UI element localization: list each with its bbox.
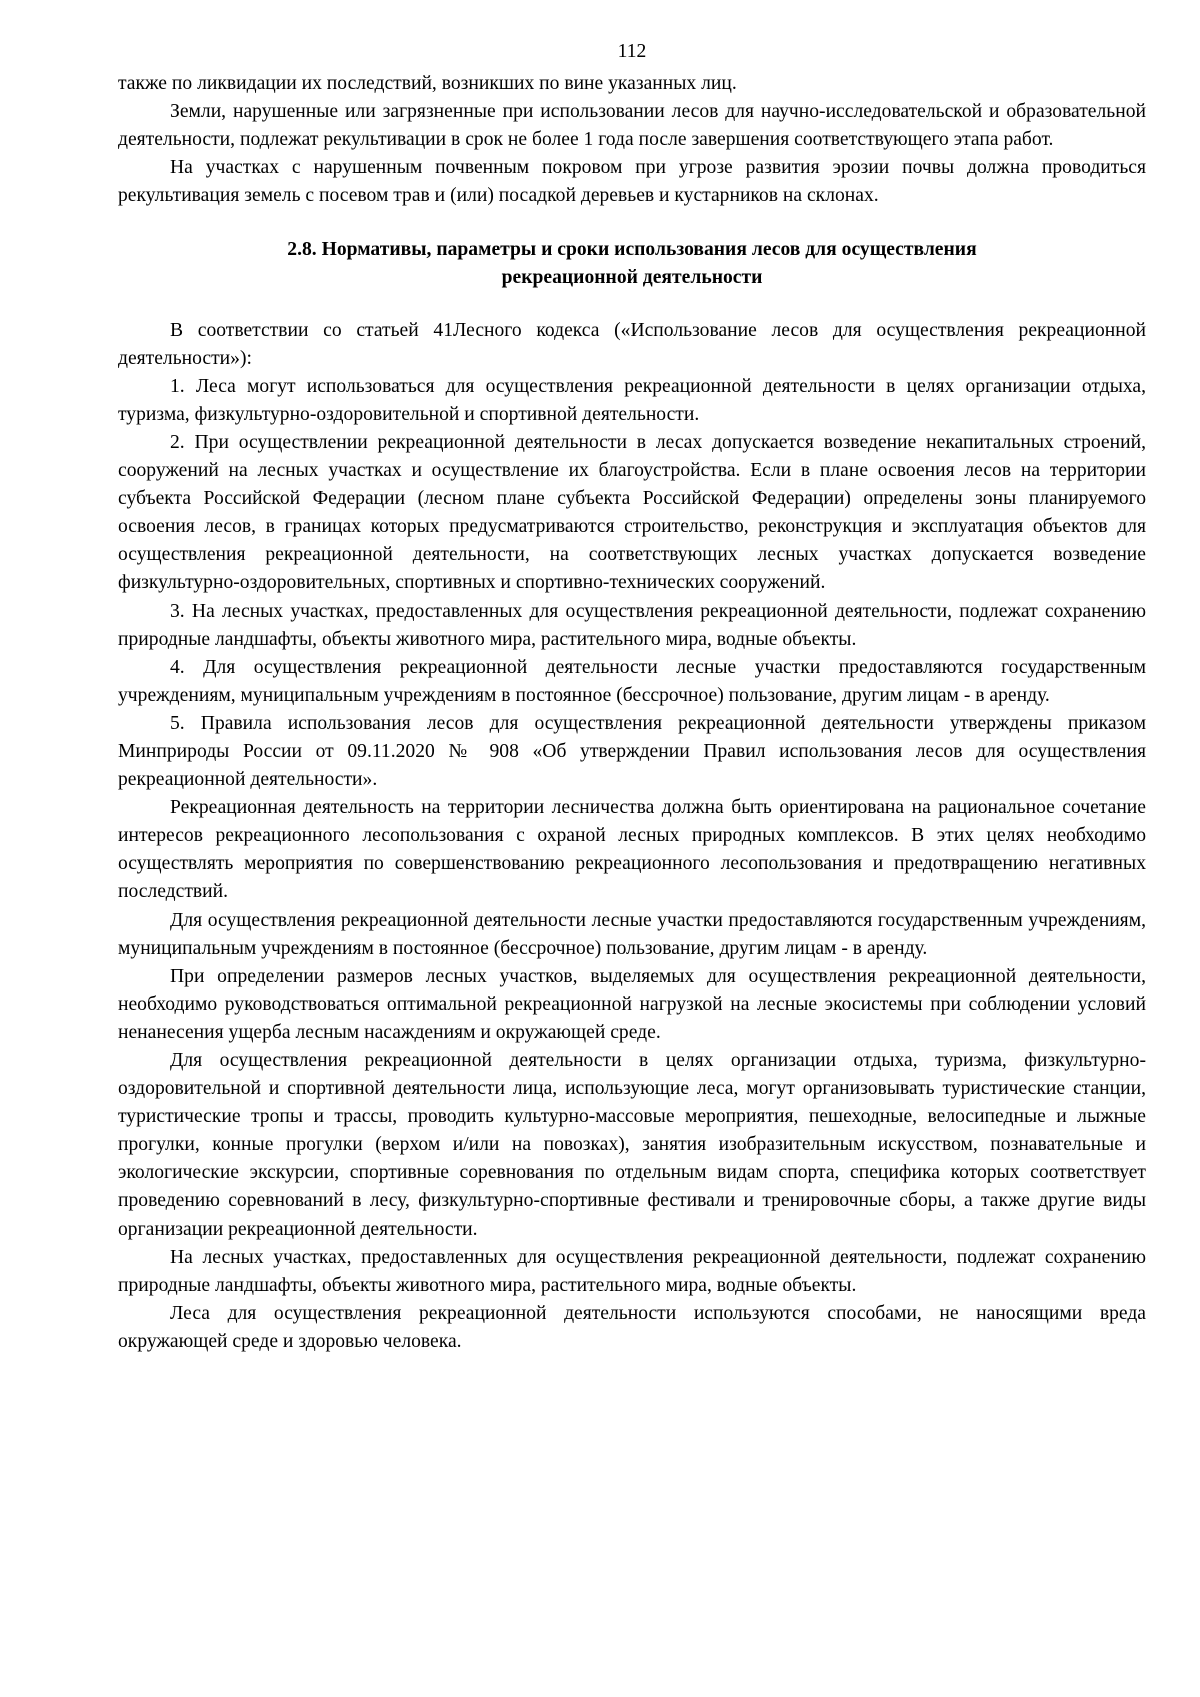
paragraph-item-5: 5. Правила использования лесов для осуществления рекреационной деятельности утверждены приказом Минприроды России от 09.11.2020 № 908 «Об утверждении Правил использования лесов для осуществления рекреационной деятельности». bbox=[118, 712, 1146, 791]
section-heading bbox=[118, 236, 1146, 292]
paragraph-harmless-use: Леса для осуществления рекреационной деятельности используются способами, не наносящими вреда окружающей среде и здоровью человека. bbox=[118, 1302, 1146, 1352]
paragraph-recreation-orientation: Рекреационная деятельность на территории лесничества должна быть ориентирована на рациональное сочетание интересов рекреационного лесопользования с охраной лесных природных комплексов. В этих целях необходимо осуществлять мероприятия по совершенствованию рекреационного лесопользования и предотвращению негативных последствий. bbox=[118, 797, 1146, 903]
paragraph-plot-provision: Для осуществления рекреационной деятельности лесные участки предоставляются государственным учреждениям, муниципальным учреждениям в постоянное (бессрочное) пользование, другим лицам - в аренду. bbox=[118, 909, 1146, 959]
paragraph-soil-erosion: На участках с нарушенным почвенным покровом при угрозе развития эрозии почвы должна проводиться рекультивация земель с посевом трав и (или) посадкой деревьев и кустарников на склонах. bbox=[118, 157, 1146, 207]
paragraph-land-reclamation: Земли, нарушенные или загрязненные при использовании лесов для научно-исследовательской и образовательной деятельности, подлежат рекультивации в срок не более 1 года после завершения соответствующего этапа работ. bbox=[118, 101, 1146, 151]
paragraph-landscape-preservation: На лесных участках, предоставленных для осуществления рекреационной деятельности, подлежат сохранению природные ландшафты, объекты животного мира, растительного мира, водные объекты. bbox=[118, 1246, 1146, 1296]
paragraph-plot-size: При определении размеров лесных участков, выделяемых для осуществления рекреационной деятельности, необходимо руководствоваться оптимальной рекреационной нагрузкой на лесные экосистемы при соблюдении условий ненанесения ущерба лесным насаждениям и окружающей среде. bbox=[118, 965, 1146, 1043]
paragraph-recreation-activities: Для осуществления рекреационной деятельности в целях организации отдыха, туризма, физкультурно-оздоровительной и спортивной деятельности лица, использующие леса, могут организовывать туристические станции, туристические тропы и трассы, проводить культурно-массовые мероприятия, пешеходные, велосипедные и лыжные прогулки, конные прогулки (верхом и/или на повозках), занятия изобразительным искусством, познавательные и экологические экскурсии, спортивные соревнования по отдельным видам спорта, специфика которых соответствует проведению соревнований в лесу, физкультурно-спортивные фестивали и тренировочные сборы, а также другие виды организации рекреационной деятельности. bbox=[118, 1050, 1146, 1240]
section-heading-line-1: 2.8. Нормативы, параметры и сроки использования лесов для осуществления bbox=[287, 238, 977, 260]
section-heading-line-2: рекреационной деятельности bbox=[501, 266, 763, 288]
paragraph-item-2: 2. При осуществлении рекреационной деятельности в лесах допускается возведение некапитальных строений, сооружений на лесных участках и осуществление их благоустройства. Если в плане освоения лесов на территории субъекта Российской Федерации (лесном плане субъекта Российской Федерации) определены зоны планируемого освоения лесов, в границах которых предусматриваются строительство, реконструкция и эксплуатация объектов для осуществления рекреационной деятельности, на соответствующих лесных участках допускается возведение физкультурно-оздоровительных, спортивных и спортивно-технических сооружений. bbox=[118, 431, 1146, 594]
paragraph-continuation: также по ликвидации их последствий, возникших по вине указанных лиц. bbox=[118, 73, 737, 95]
document-page bbox=[118, 38, 1146, 1356]
paragraph-article-41: В соответствии со статьей 41Лесного кодекса («Использование лесов для осуществления рекреационной деятельности»): bbox=[118, 319, 1146, 369]
page-number: 112 bbox=[617, 41, 647, 62]
paragraph-item-4: 4. Для осуществления рекреационной деятельности лесные участки предоставляются государственным учреждениям, муниципальным учреждениям в постоянное (бессрочное) пользование, другим лицам - в аренду. bbox=[118, 656, 1146, 706]
paragraph-item-1: 1. Леса могут использоваться для осуществления рекреационной деятельности в целях организации отдыха, туризма, физкультурно-оздоровительной и спортивной деятельности. bbox=[118, 375, 1146, 425]
paragraph-item-3: 3. На лесных участках, предоставленных для осуществления рекреационной деятельности, подлежат сохранению природные ландшафты, объекты животного мира, растительного мира, водные объекты. bbox=[118, 600, 1146, 650]
